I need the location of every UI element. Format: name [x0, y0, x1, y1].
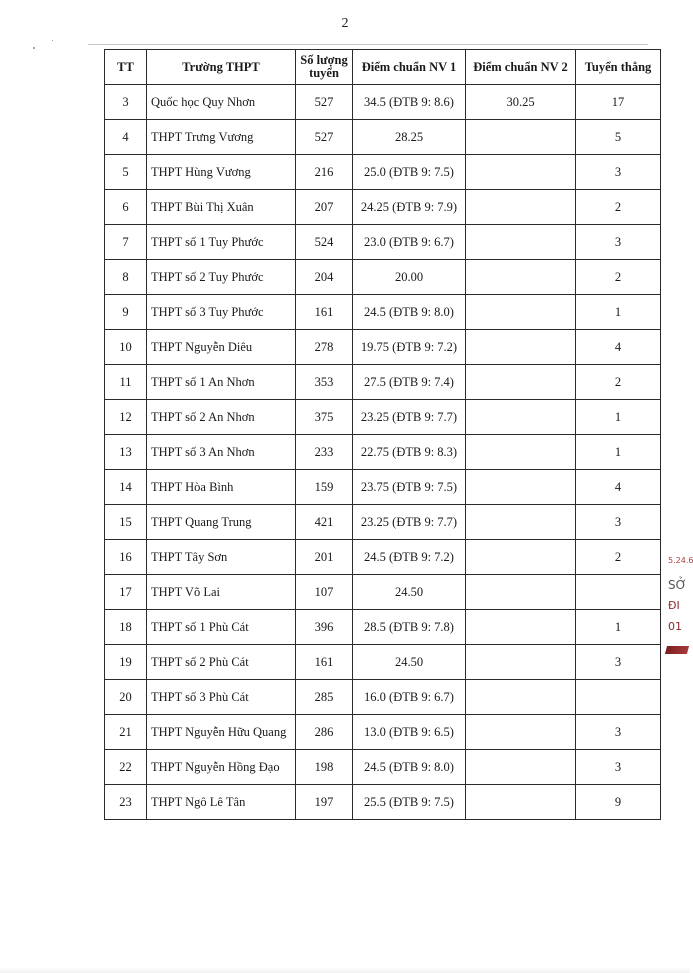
cell-nv1: 24.5 (ĐTB 9: 7.2)	[353, 540, 466, 575]
cell-nv1: 28.5 (ĐTB 9: 7.8)	[353, 610, 466, 645]
cell-school: THPT số 2 Phù Cát	[147, 645, 296, 680]
cell-nv1: 34.5 (ĐTB 9: 8.6)	[353, 85, 466, 120]
cell-direct-admission: 3	[576, 750, 661, 785]
cell-school: Quốc học Quy Nhơn	[147, 85, 296, 120]
cell-direct-admission: 3	[576, 645, 661, 680]
table-row	[105, 645, 661, 680]
cell-nv1: 23.0 (ĐTB 9: 6.7)	[353, 225, 466, 260]
cell-direct-admission	[576, 575, 661, 610]
cell-nv2	[466, 400, 576, 435]
table-row	[105, 225, 661, 260]
cell-nv1: 19.75 (ĐTB 9: 7.2)	[353, 330, 466, 365]
cell-tt: 17	[105, 575, 147, 610]
cell-nv1: 27.5 (ĐTB 9: 7.4)	[353, 365, 466, 400]
side-stamp	[664, 550, 693, 660]
cell-direct-admission	[576, 680, 661, 715]
cell-nv1: 24.50	[353, 575, 466, 610]
cell-direct-admission: 1	[576, 295, 661, 330]
header-direct-admission: Tuyển thẳng	[576, 50, 661, 85]
cell-tt: 19	[105, 645, 147, 680]
cell-tt: 3	[105, 85, 147, 120]
cell-quantity: 285	[296, 680, 353, 715]
cell-nv2	[466, 505, 576, 540]
cell-nv1: 23.25 (ĐTB 9: 7.7)	[353, 400, 466, 435]
cell-nv1: 20.00	[353, 260, 466, 295]
table-row	[105, 540, 661, 575]
cell-nv2	[466, 295, 576, 330]
cell-tt: 10	[105, 330, 147, 365]
cell-quantity: 161	[296, 645, 353, 680]
cell-nv2	[466, 470, 576, 505]
cell-nv2	[466, 155, 576, 190]
cell-quantity: 107	[296, 575, 353, 610]
cell-quantity: 421	[296, 505, 353, 540]
cell-tt: 20	[105, 680, 147, 715]
cell-school: THPT Nguyễn Diêu	[147, 330, 296, 365]
cell-school: THPT Nguyễn Hữu Quang	[147, 715, 296, 750]
cell-direct-admission: 2	[576, 365, 661, 400]
cell-school: THPT Tây Sơn	[147, 540, 296, 575]
cell-direct-admission: 3	[576, 155, 661, 190]
table-row	[105, 260, 661, 295]
cell-school: THPT số 3 Phù Cát	[147, 680, 296, 715]
cell-quantity: 161	[296, 295, 353, 330]
cell-nv1: 22.75 (ĐTB 9: 8.3)	[353, 435, 466, 470]
cell-nv2	[466, 330, 576, 365]
table-row	[105, 365, 661, 400]
header-school: Trường THPT	[147, 50, 296, 85]
cell-direct-admission: 5	[576, 120, 661, 155]
cell-quantity: 286	[296, 715, 353, 750]
cell-nv2	[466, 540, 576, 575]
cell-quantity: 278	[296, 330, 353, 365]
cell-school: THPT Trưng Vương	[147, 120, 296, 155]
cell-tt: 16	[105, 540, 147, 575]
cell-nv1: 24.50	[353, 645, 466, 680]
header-quantity: Số lượng tuyển	[296, 50, 353, 85]
header-tt: TT	[105, 50, 147, 85]
cell-tt: 14	[105, 470, 147, 505]
cell-quantity: 375	[296, 400, 353, 435]
cell-nv1: 25.0 (ĐTB 9: 7.5)	[353, 155, 466, 190]
cell-direct-admission: 1	[576, 435, 661, 470]
cell-school: THPT Hùng Vương	[147, 155, 296, 190]
cell-tt: 22	[105, 750, 147, 785]
cell-tt: 9	[105, 295, 147, 330]
scan-artifact-line	[88, 44, 648, 45]
cell-quantity: 197	[296, 785, 353, 820]
header-nv1: Điểm chuẩn NV 1	[353, 50, 466, 85]
cell-tt: 5	[105, 155, 147, 190]
cell-nv2	[466, 750, 576, 785]
table-row	[105, 330, 661, 365]
cell-tt: 21	[105, 715, 147, 750]
cell-tt: 4	[105, 120, 147, 155]
table-row	[105, 785, 661, 820]
cell-nv2	[466, 680, 576, 715]
cell-direct-admission: 2	[576, 190, 661, 225]
cell-school: THPT số 1 Phù Cát	[147, 610, 296, 645]
cell-tt: 7	[105, 225, 147, 260]
table-row	[105, 120, 661, 155]
cell-tt: 8	[105, 260, 147, 295]
cell-nv1: 25.5 (ĐTB 9: 7.5)	[353, 785, 466, 820]
scan-bottom-edge	[0, 967, 690, 973]
cell-school: THPT số 3 An Nhơn	[147, 435, 296, 470]
cell-quantity: 233	[296, 435, 353, 470]
cell-quantity: 198	[296, 750, 353, 785]
cell-nv1: 24.25 (ĐTB 9: 7.9)	[353, 190, 466, 225]
stamp-text: 5.24.6	[668, 556, 693, 565]
cell-quantity: 527	[296, 120, 353, 155]
cell-nv2	[466, 575, 576, 610]
table-row	[105, 715, 661, 750]
cell-school: THPT Hòa Bình	[147, 470, 296, 505]
cell-direct-admission: 2	[576, 540, 661, 575]
stamp-text: ĐI	[668, 599, 680, 612]
table-row	[105, 435, 661, 470]
cell-direct-admission: 4	[576, 470, 661, 505]
scan-speck	[52, 40, 53, 41]
cell-direct-admission: 1	[576, 400, 661, 435]
table-row	[105, 400, 661, 435]
admission-scores-table	[104, 49, 661, 820]
cell-nv1: 23.75 (ĐTB 9: 7.5)	[353, 470, 466, 505]
cell-direct-admission: 17	[576, 85, 661, 120]
cell-school: THPT số 2 Tuy Phước	[147, 260, 296, 295]
cell-quantity: 204	[296, 260, 353, 295]
cell-nv2	[466, 190, 576, 225]
cell-nv2	[466, 435, 576, 470]
cell-tt: 23	[105, 785, 147, 820]
cell-quantity: 201	[296, 540, 353, 575]
cell-nv2	[466, 785, 576, 820]
cell-tt: 11	[105, 365, 147, 400]
cell-quantity: 353	[296, 365, 353, 400]
cell-direct-admission: 3	[576, 225, 661, 260]
cell-nv1: 28.25	[353, 120, 466, 155]
table-row	[105, 680, 661, 715]
table-row	[105, 470, 661, 505]
cell-school: THPT Quang Trung	[147, 505, 296, 540]
table-row	[105, 295, 661, 330]
cell-direct-admission: 4	[576, 330, 661, 365]
stamp-text: SỞ	[668, 578, 687, 592]
cell-nv1: 24.5 (ĐTB 9: 8.0)	[353, 750, 466, 785]
header-nv2: Điểm chuẩn NV 2	[466, 50, 576, 85]
cell-nv2	[466, 645, 576, 680]
cell-tt: 18	[105, 610, 147, 645]
cell-school: THPT Ngô Lê Tân	[147, 785, 296, 820]
table-row	[105, 505, 661, 540]
table-row	[105, 85, 661, 120]
cell-tt: 13	[105, 435, 147, 470]
cell-nv1: 16.0 (ĐTB 9: 6.7)	[353, 680, 466, 715]
signature-mark	[665, 646, 689, 654]
cell-tt: 12	[105, 400, 147, 435]
cell-nv1: 23.25 (ĐTB 9: 7.7)	[353, 505, 466, 540]
cell-school: THPT số 3 Tuy Phước	[147, 295, 296, 330]
cell-nv1: 13.0 (ĐTB 9: 6.5)	[353, 715, 466, 750]
cell-quantity: 159	[296, 470, 353, 505]
cell-quantity: 207	[296, 190, 353, 225]
cell-direct-admission: 1	[576, 610, 661, 645]
cell-school: THPT Nguyễn Hồng Đạo	[147, 750, 296, 785]
cell-nv2	[466, 225, 576, 260]
cell-quantity: 524	[296, 225, 353, 260]
cell-quantity: 396	[296, 610, 353, 645]
table-row	[105, 190, 661, 225]
cell-nv2	[466, 365, 576, 400]
scan-speck	[33, 47, 35, 49]
table-row	[105, 750, 661, 785]
cell-direct-admission: 3	[576, 715, 661, 750]
cell-tt: 6	[105, 190, 147, 225]
cell-school: THPT số 1 Tuy Phước	[147, 225, 296, 260]
stamp-text: 01	[668, 620, 682, 633]
cell-quantity: 216	[296, 155, 353, 190]
cell-school: THPT Bùi Thị Xuân	[147, 190, 296, 225]
table-row	[105, 155, 661, 190]
table-row	[105, 575, 661, 610]
cell-nv2	[466, 610, 576, 645]
cell-nv2	[466, 260, 576, 295]
cell-school: THPT số 1 An Nhơn	[147, 365, 296, 400]
cell-direct-admission: 9	[576, 785, 661, 820]
cell-nv2: 30.25	[466, 85, 576, 120]
cell-direct-admission: 2	[576, 260, 661, 295]
cell-school: THPT số 2 An Nhơn	[147, 400, 296, 435]
table-row	[105, 610, 661, 645]
cell-tt: 15	[105, 505, 147, 540]
page-number: 2	[341, 16, 349, 31]
cell-nv2	[466, 120, 576, 155]
cell-school: THPT Võ Lai	[147, 575, 296, 610]
table-header-row	[105, 50, 661, 85]
cell-quantity: 527	[296, 85, 353, 120]
cell-nv2	[466, 715, 576, 750]
cell-direct-admission: 3	[576, 505, 661, 540]
cell-nv1: 24.5 (ĐTB 9: 8.0)	[353, 295, 466, 330]
